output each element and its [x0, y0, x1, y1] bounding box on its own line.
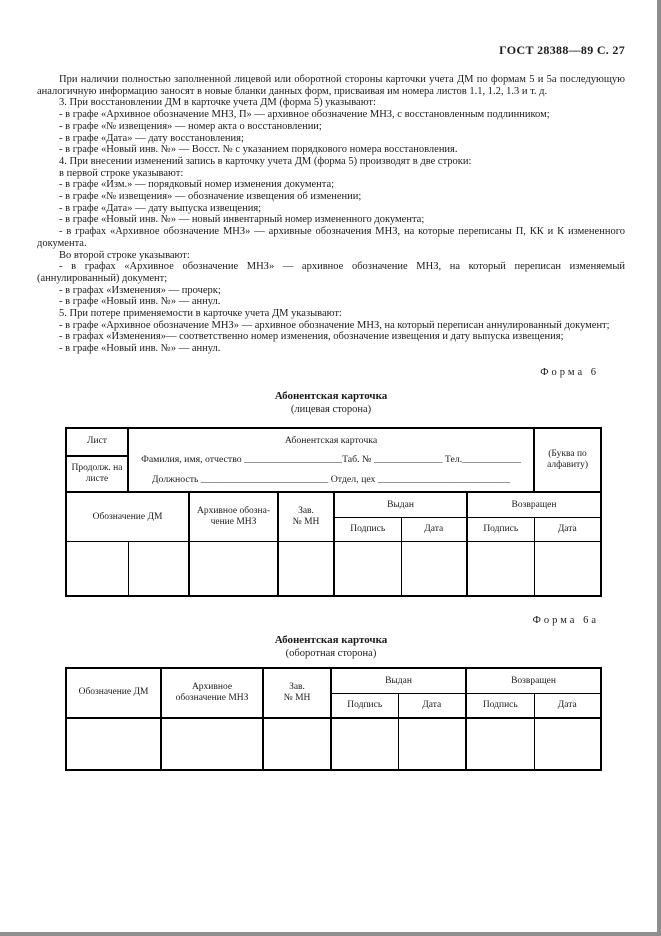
- name-line: Фамилия, имя, отчество ____________________Таб. № ______________ Тел.____________: [141, 454, 521, 466]
- paragraph: - в графе «Архивное обозначение МНЗ» — архивное обозначение МНЗ, на который переписан аннулированный документ;: [59, 319, 610, 331]
- empty-cell: [263, 718, 331, 770]
- empty-cell: [161, 718, 263, 770]
- empty-cell: [398, 718, 466, 770]
- body-text: [37, 74, 625, 355]
- paragraph: - в графах «Изменения»— соответственно номер изменения, обозначение извещения и дату выпуска извещения;: [59, 331, 564, 343]
- paragraph: - в графах «Архивное обозначение МНЗ» — архивные обозначения МНЗ, на которые переписаны П, КК и К измененного документа.: [37, 226, 625, 249]
- date-header: Дата: [401, 518, 467, 542]
- returned-header: Возвращен: [467, 492, 601, 518]
- subscriber-card-table-back: [65, 667, 602, 771]
- subscriber-card-table-front: [65, 427, 602, 597]
- date-header: Дата: [398, 694, 466, 718]
- card-title: Абонентская карточка: [284, 434, 378, 446]
- paragraph: - в графе «Новый инв. №» — аннул.: [59, 296, 221, 308]
- paragraph: - в графе «№ извещения» — обозначение извещения об изменении;: [59, 191, 362, 203]
- empty-cell: [66, 718, 161, 770]
- empty-cell: [128, 542, 189, 596]
- empty-cell: [466, 718, 534, 770]
- returned-header: Возвращен: [466, 668, 601, 694]
- paragraph: При наличии полностью заполненной лицевой или оборотной стороны карточки учета ДМ по формам 5 и 5а последующую аналогичную информацию заносят в новые бланки данных форм, присваивая им номера листов 1.1, 1.2, 1.3 и т. д.: [37, 74, 625, 97]
- paragraph: - в графе «Дата» — дату восстановления;: [59, 132, 244, 144]
- form6-label: Форма 6: [540, 366, 599, 378]
- empty-cell: [334, 542, 401, 596]
- date-header: Дата: [534, 518, 601, 542]
- archive-designation-header: Архивное обозначение МНЗ: [161, 668, 263, 718]
- empty-cell: [467, 542, 534, 596]
- paragraph: 5. При потере применяемости в карточке учета ДМ указывают:: [59, 308, 342, 320]
- dm-designation-header: Обозначение ДМ: [66, 492, 189, 542]
- form6a-title: Абонентская карточка: [274, 633, 388, 646]
- empty-cell: [534, 542, 601, 596]
- empty-cell: [278, 542, 334, 596]
- paragraph: - в графе «№ извещения» — номер акта о восстановлении;: [59, 120, 322, 132]
- signature-header: Подпись: [334, 518, 401, 542]
- paragraph: - в графах «Архивное обозначение МНЗ» — архивное обозначение МНЗ, на который переписан изменяемый (аннулированный) документ;: [37, 261, 625, 284]
- paragraph: - в графах «Изменения» — прочерк;: [59, 284, 221, 296]
- continuation-cell: Продолж. на листе: [66, 456, 128, 492]
- form6-title: Абонентская карточка: [274, 389, 388, 402]
- page-edge-shadow-right: [657, 0, 661, 936]
- empty-cell: [401, 542, 467, 596]
- form6a-subtitle: (оборотная сторона): [285, 647, 377, 659]
- factory-number-header: Зав. № МН: [278, 492, 334, 542]
- paragraph: - в графе «Новый инв. №» — новый инвентарный номер измененного документа;: [59, 214, 425, 226]
- paragraph: - в графе «Дата» — дату выпуска извещения;: [59, 202, 262, 214]
- signature-header: Подпись: [331, 694, 398, 718]
- card-info-cell: [128, 428, 534, 492]
- page-edge-shadow-bottom: [0, 932, 661, 936]
- paragraph: в первой строке указывают:: [59, 167, 184, 179]
- paragraph: - в графе «Архивное обозначение МНЗ, П» — архивное обозначение МНЗ, с восстановленным подлинником;: [59, 109, 550, 121]
- paragraph: 3. При восстановлении ДМ в карточке учета ДМ (форма 5) указывают:: [59, 97, 376, 109]
- form6a-label: Форма 6а: [532, 614, 599, 626]
- position-line: Должность __________________________ Отдел, цех ___________________________: [151, 473, 511, 485]
- paragraph: Во второй строке указывают:: [59, 249, 190, 261]
- letter-cell: (Буква по алфавиту): [534, 428, 601, 492]
- paragraph: - в графе «Новый инв. №» — аннул.: [59, 343, 221, 355]
- paragraph: - в графе «Новый инв. №» — Восст. № с указанием порядкового номера восстановления.: [59, 144, 458, 156]
- empty-cell: [534, 718, 601, 770]
- date-header: Дата: [534, 694, 601, 718]
- archive-designation-header: Архивное обозна- чение МНЗ: [189, 492, 278, 542]
- issued-header: Выдан: [334, 492, 467, 518]
- empty-cell: [66, 542, 128, 596]
- gost-header: ГОСТ 28388—89 С. 27: [499, 43, 625, 57]
- empty-cell: [189, 542, 278, 596]
- signature-header: Подпись: [467, 518, 534, 542]
- issued-header: Выдан: [331, 668, 466, 694]
- form6-subtitle: (лицевая сторона): [290, 403, 372, 415]
- empty-cell: [331, 718, 398, 770]
- dm-designation-header: Обозначение ДМ: [66, 668, 161, 718]
- paragraph: 4. При внесении изменений запись в карточку учета ДМ (форма 5) производят в две строки:: [59, 155, 472, 167]
- factory-number-header: Зав. № МН: [263, 668, 331, 718]
- sheet-cell: Лист: [66, 428, 128, 456]
- signature-header: Подпись: [466, 694, 534, 718]
- paragraph: - в графе «Изм.» — порядковый номер изменения документа;: [59, 179, 335, 191]
